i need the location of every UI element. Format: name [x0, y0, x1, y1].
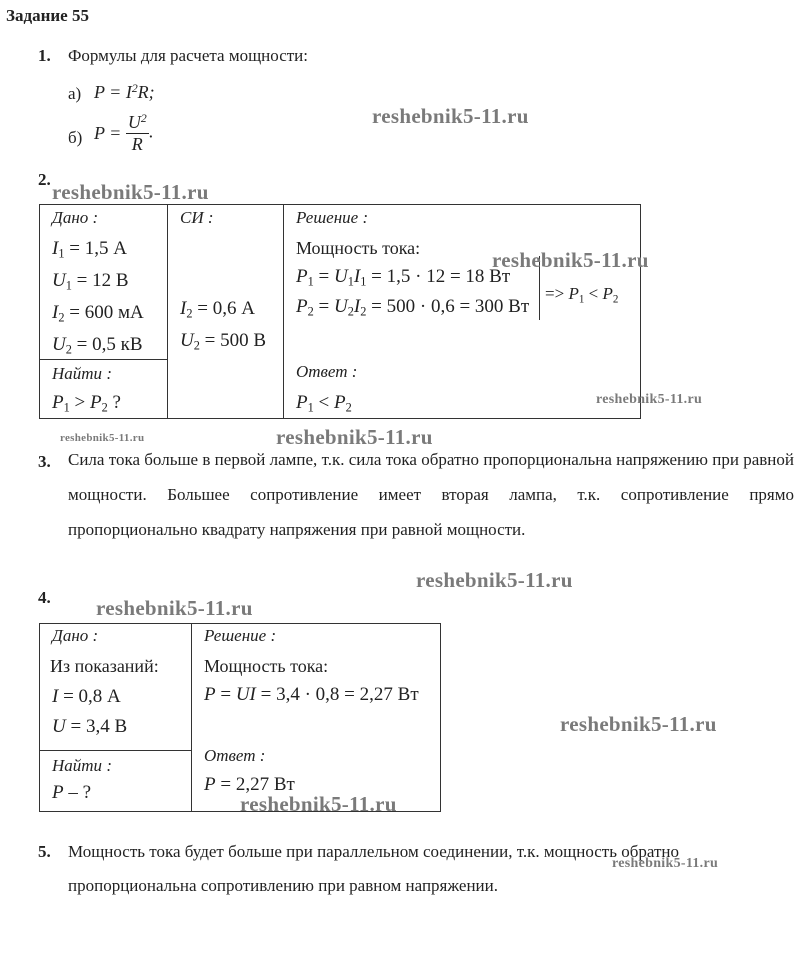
item-3-number: 3.	[38, 452, 51, 471]
formula-a-label: а)	[68, 84, 82, 103]
item-5-line-1: Мощность тока будет больше при параллельном соединении, т.к. мощность обратно	[68, 842, 679, 861]
solution-label: Решение :	[204, 626, 277, 645]
watermark: reshebnik5-11.ru	[560, 712, 717, 736]
watermark: reshebnik5-11.ru	[596, 392, 703, 407]
conclusion: => $P_1 < P_2$	[545, 284, 619, 306]
item-5-number: 5.	[38, 842, 51, 861]
watermark: reshebnik5-11.ru	[60, 432, 145, 444]
power-heading: Мощность тока:	[204, 656, 329, 676]
given-label: Дано :	[52, 208, 99, 227]
item-1-number: 1.	[38, 46, 51, 65]
item-2-number: 2.	[38, 170, 51, 189]
watermark: reshebnik5-11.ru	[612, 856, 719, 871]
given-u2: $U_2 = 0,5$ кВ	[52, 334, 143, 357]
p2-calculation: $P_2 = U_2I_2 = 500 \cdot 0,6 = 300$ Вт	[296, 296, 530, 319]
watermark: reshebnik5-11.ru	[372, 104, 529, 128]
answer-label: Ответ :	[296, 362, 358, 381]
formula-a: $P = I^2R$;	[94, 82, 155, 102]
page-title: Задание 55	[6, 6, 89, 25]
solution-label: Решение :	[296, 208, 369, 227]
from-readings: Из показаний:	[50, 656, 159, 676]
item-3-text: Сила тока больше в первой лампе, т.к. сила тока обратно пропорциональна напряжению при равной мощности. Большее сопротивление имеет вторая лампа, т.к. сопротивление прямо пропорционально квадрату напряжения при равной мощности.	[68, 450, 794, 539]
formula-b: P = $\frac{U^2}{R}$ .	[94, 112, 154, 154]
table-divider	[191, 623, 192, 811]
answer-expression: $P_1 < P_2$	[296, 392, 352, 415]
find-label: Найти :	[52, 364, 112, 383]
watermark: reshebnik5-11.ru	[276, 425, 433, 449]
table-divider	[283, 204, 284, 418]
find-expression: P – ?	[52, 782, 92, 803]
given-u: U = 3,4 В	[52, 716, 128, 737]
watermark: reshebnik5-11.ru	[96, 596, 253, 620]
answer-expression: P = 2,27 Вт	[204, 774, 295, 795]
given-i2: $I_2 = 600$ мА	[52, 302, 144, 325]
table-divider	[167, 204, 168, 418]
table-divider	[39, 359, 167, 360]
find-label: Найти :	[52, 756, 112, 775]
power-calculation: P = UI = 3,4 · 0,8 = 2,27 Вт	[204, 684, 419, 705]
power-heading: Мощность тока:	[296, 238, 421, 258]
given-label: Дано :	[52, 626, 99, 645]
given-i: I = 0,8 А	[52, 686, 121, 707]
answer-label: Ответ :	[204, 746, 266, 765]
si-u2: $U_2 = 500$ В	[180, 330, 267, 353]
si-label: СИ :	[180, 208, 214, 227]
item-5-line-2: пропорциональна сопротивлению при равном напряжении.	[68, 876, 498, 895]
p1-calculation: $P_1 = U_1I_1 = 1,5 \cdot 12 = 18$ Вт	[296, 266, 511, 289]
item-1-heading: Формулы для расчета мощности:	[68, 46, 308, 65]
watermark: reshebnik5-11.ru	[52, 180, 209, 204]
given-i1: $I_1 = 1,5$ А	[52, 238, 127, 261]
watermark: reshebnik5-11.ru	[416, 568, 573, 592]
table-divider	[39, 750, 191, 751]
si-i2: $I_2 = 0,6$ А	[180, 298, 255, 321]
item-4-number: 4.	[38, 588, 51, 607]
watermark: reshebnik5-11.ru	[492, 248, 649, 272]
watermark: reshebnik5-11.ru	[240, 792, 397, 816]
given-u1: $U_1 = 12$ В	[52, 270, 129, 293]
find-expression: $P_1 > P_2$ ?	[52, 392, 121, 415]
formula-b-label: б)	[68, 128, 83, 147]
